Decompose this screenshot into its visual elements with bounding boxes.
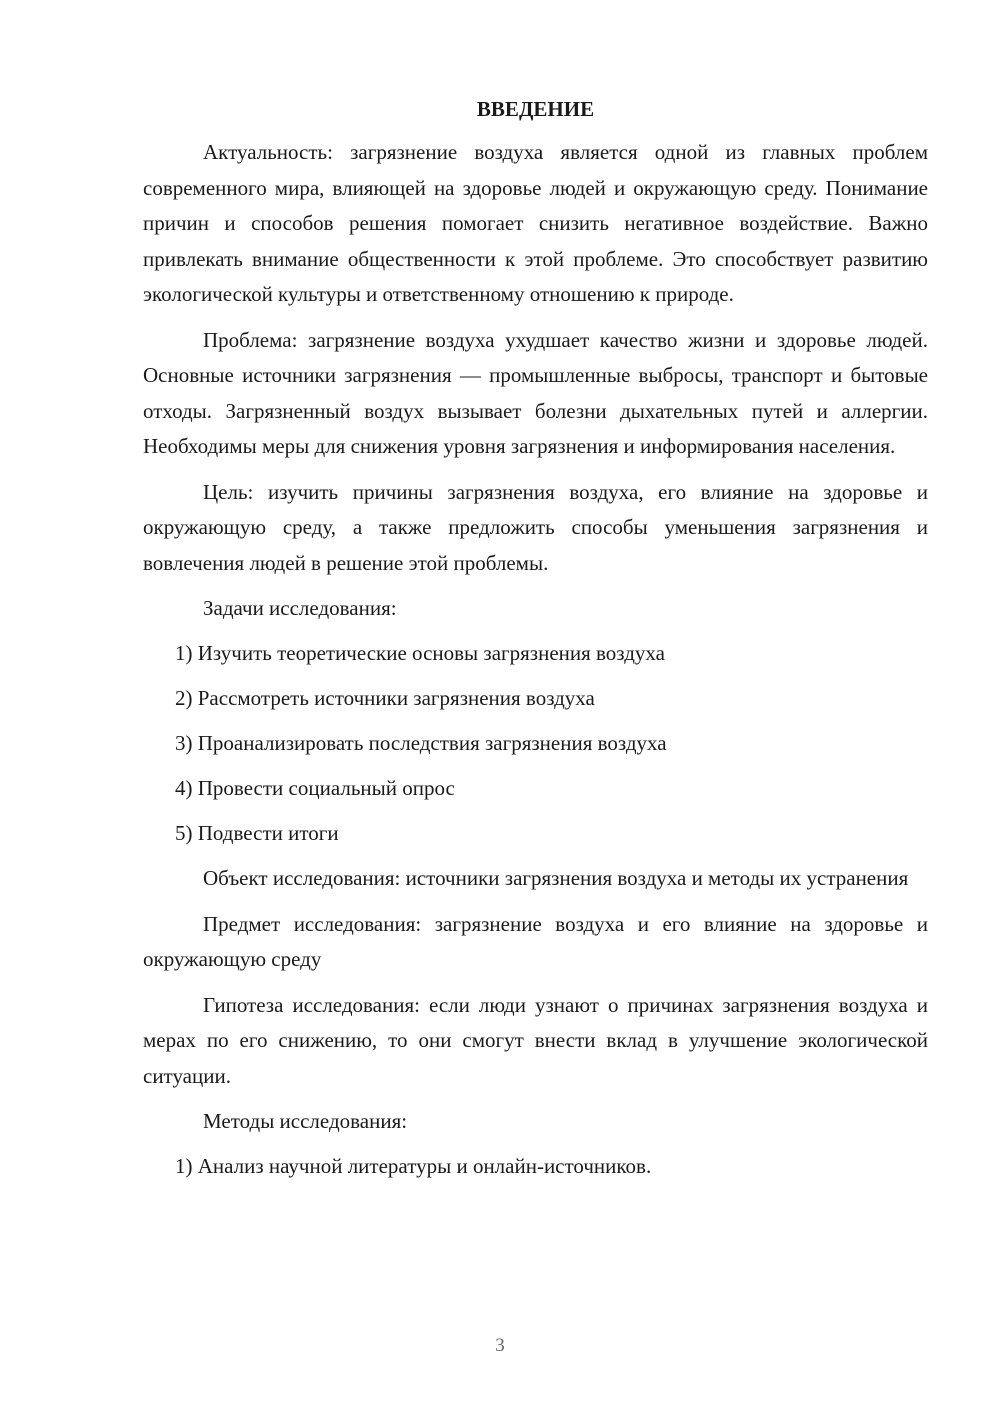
list-item: 5) Подвести итоги [175,821,339,845]
object-paragraph: Объект исследования: источники загрязнения воздуха и методы их устранения [203,866,909,890]
list-item: 4) Провести социальный опрос [175,776,455,800]
relevance-paragraph: Актуальность: загрязнение воздуха является одной из главных проблем современного мира, влияющей на здоровье людей и окружающую среду. Понимание причин и способов решения помогает снизить негативное воздействие. Важно привлекать внимание общественности к этой проблеме. Это способствует развитию экологической культуры и ответственному отношению к природе. [143,140,928,306]
tasks-list [143,636,928,851]
goal-paragraph: Цель: изучить причины загрязнения воздуха, его влияние на здоровье и окружающую среду, а также предложить способы уменьшения загрязнения и вовлечения людей в решение этой проблемы. [143,479,928,575]
list-item: 2) Рассмотреть источники загрязнения воздуха [175,686,595,710]
page-title: ВВЕДЕНИЕ [476,97,595,121]
problem-paragraph: Проблема: загрязнение воздуха ухудшает качество жизни и здоровье людей. Основные источники загрязнения — промышленные выбросы, транспорт и бытовые отходы. Загрязненный воздух вызывает болезни дыхательных путей и аллергии. Необходимы меры для снижения уровня загрязнения и информирования населения. [143,327,928,458]
page-number: 3 [495,1335,505,1356]
methods-heading: Методы исследования: [203,1109,408,1133]
tasks-heading: Задачи исследования: [203,596,397,620]
methods-list [143,1149,928,1184]
list-item: 1) Анализ научной литературы и онлайн-источников. [175,1154,652,1178]
list-item: 3) Проанализировать последствия загрязнения воздуха [175,731,667,755]
hypothesis-paragraph: Гипотеза исследования: если люди узнают о причинах загрязнения воздуха и мерах по его снижению, то они смогут внести вклад в улучшение экологической ситуации. [143,992,928,1088]
subject-paragraph: Предмет исследования: загрязнение воздуха и его влияние на здоровье и окружающую среду [143,911,928,971]
list-item: 1) Изучить теоретические основы загрязнения воздуха [175,641,665,665]
document-page [143,92,928,1194]
